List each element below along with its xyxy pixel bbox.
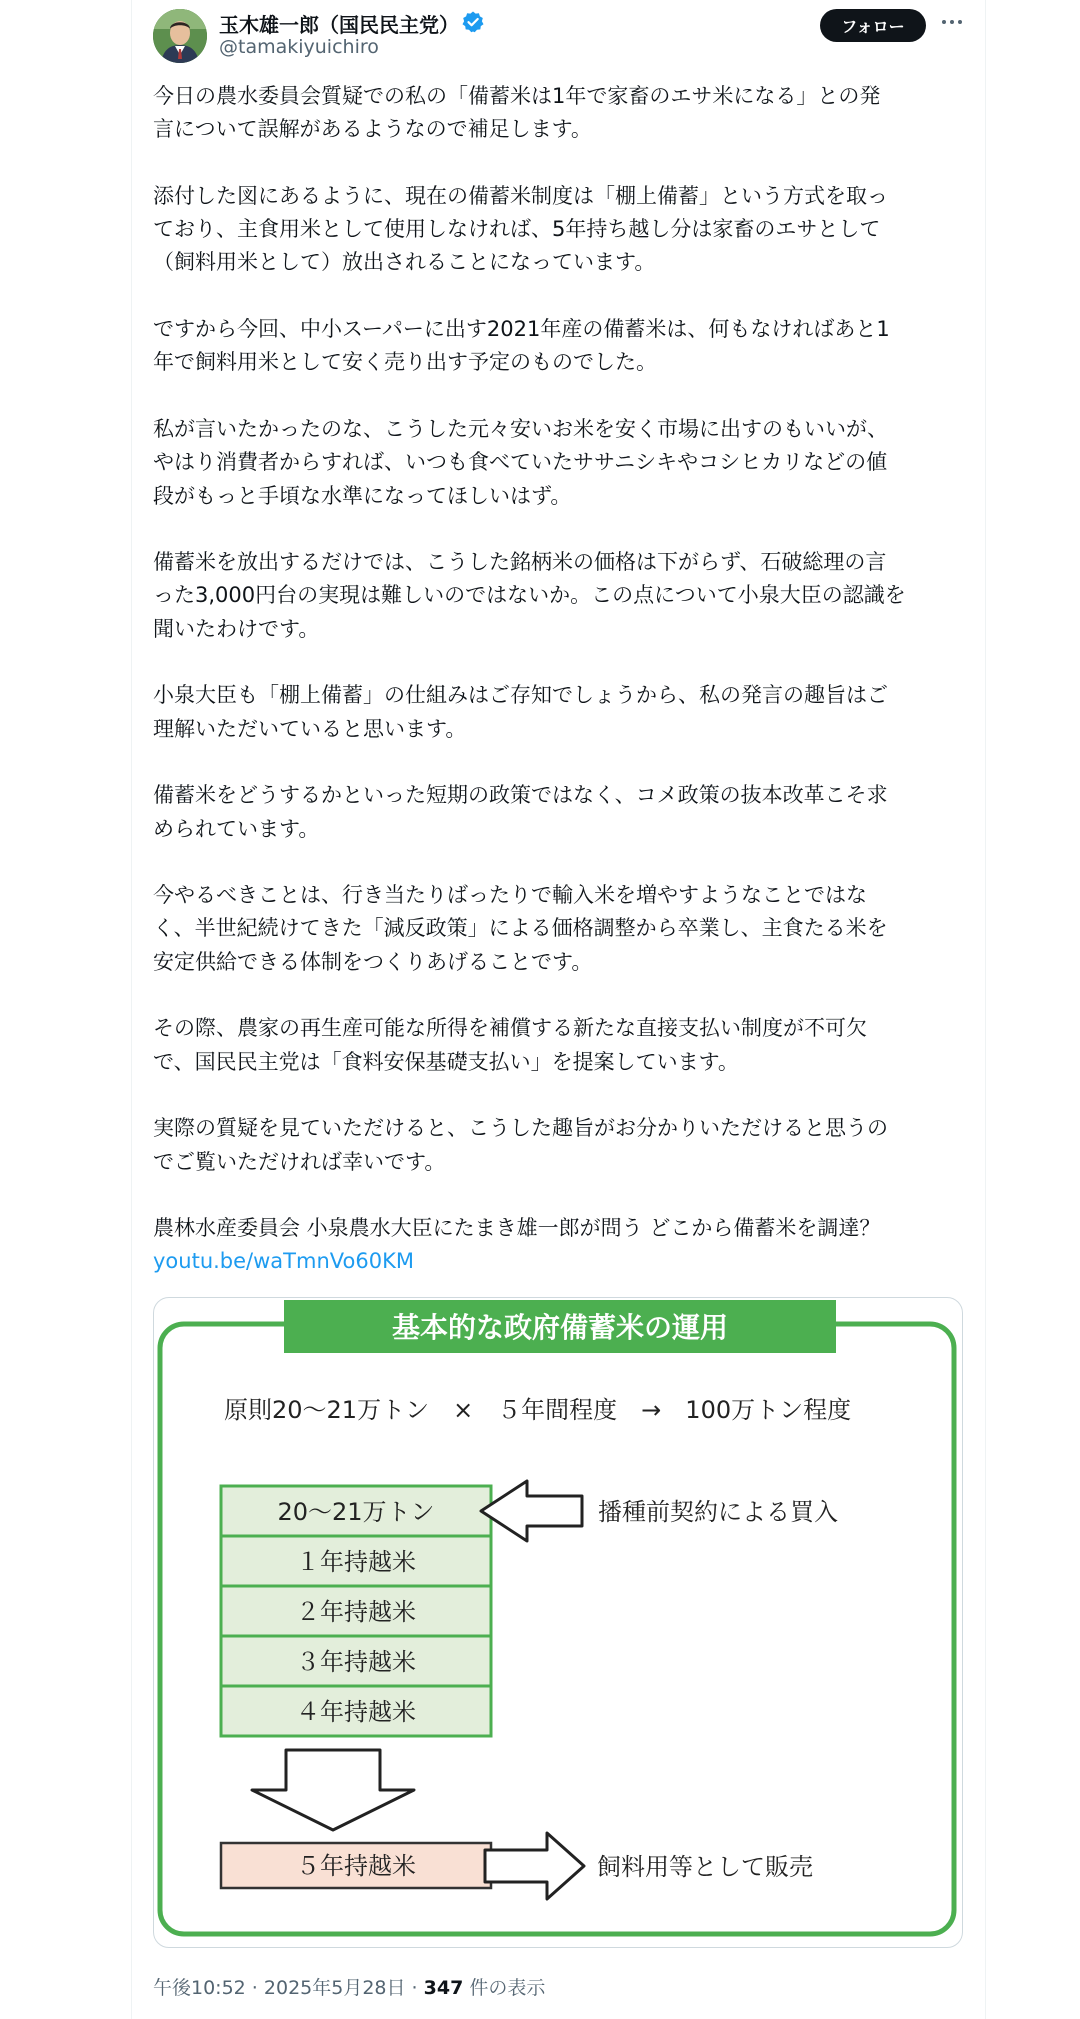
verified-badge-icon — [461, 10, 485, 34]
author-handle[interactable]: @tamakiyuichiro — [219, 36, 379, 58]
tweet-video-reference — [153, 1212, 969, 1279]
attached-image[interactable] — [153, 1297, 963, 1948]
views-label: 件の表示 — [463, 1977, 546, 1999]
sale-label: 飼料用等として販売 — [597, 1853, 813, 1881]
author-display-name[interactable]: 玉木雄一郎（国民民主党） — [219, 13, 459, 37]
avatar[interactable] — [153, 9, 207, 63]
purchase-label: 播種前契約による買入 — [598, 1498, 838, 1526]
tweet-paragraph: 備蓄米をどうするかといった短期の政策ではなく、コメ政策の抜本改革こそ求 められています。 — [153, 783, 888, 841]
diagram-principle: 原則20～21万トン × ５年間程度 → 100万トン程度 — [224, 1396, 852, 1424]
tweet-text — [153, 80, 969, 1279]
post-time: 午後10:52 — [153, 1977, 246, 1999]
stack-label: ４年持越米 — [296, 1698, 416, 1726]
youtube-link[interactable]: youtu.be/waTmnVo60KM — [153, 1249, 414, 1274]
tweet-paragraph: 私が言いたかったのな、こうした元々安いお米を安く市場に出すのもいいが、 やはり消費者からすれば、いつも食べていたササニシキやコシヒカリなどの値 段がもっと手頃な水準になってほしいはず。 — [153, 416, 888, 508]
stock-stack — [221, 1486, 491, 1736]
tweet-paragraph: 添付した図にあるように、現在の備蓄米制度は「棚上備蓄」という方式を取っ ており、主食用米として使用しなければ、5年持ち越し分は家畜のエサとして （飼料用米として）放出されることになっています。 — [153, 183, 888, 275]
stack-label: ３年持越米 — [296, 1648, 416, 1676]
tweet-paragraph: 備蓄米を放出するだけでは、こうした銘柄米の価格は下がらず、石破総理の言 った3,000円台の実現は難しいのではないか。この点について小泉大臣の認識を 聞いたわけです。 — [153, 550, 906, 641]
tweet-paragraph: 今やるべきことは、行き当たりばったりで輸入米を増やすようなことではな く、半世紀続けてきた「減反政策」による価格調整から卒業し、主食たる米を 安定供給できる体制をつくりあげることです。 — [153, 883, 888, 974]
stack-label: 20～21万トン — [277, 1498, 435, 1526]
tweet-paragraph: 小泉大臣も「棚上備蓄」の仕組みはご存知でしょうから、私の発言の趣旨はご 理解いただいていると思います。 — [153, 683, 888, 741]
stack-label: １年持越米 — [296, 1548, 416, 1576]
rice-stock-diagram — [154, 1298, 963, 1948]
tweet-paragraph: 実際の質疑を見ていただけると、こうした趣旨がお分かりいただけると思うの でご覧いただければ幸いです。 — [153, 1116, 888, 1174]
stack-label: ２年持越米 — [296, 1598, 416, 1626]
tweet-timestamp[interactable]: 午後10:52 · 2025年5月28日 · 347 件の表示 — [153, 1977, 546, 1999]
post-date: 2025年5月28日 — [263, 1977, 406, 1999]
avatar-image — [153, 9, 207, 63]
tweet-paragraph: その際、農家の再生産可能な所得を補償する新たな直接支払い制度が不可欠 で、国民民主党は「食料安保基礎支払い」を提案しています。 — [153, 1016, 867, 1074]
more-horizontal-icon[interactable] — [940, 10, 964, 34]
final-stock-label: ５年持越米 — [296, 1852, 416, 1880]
tweet-paragraph: ですから今回、中小スーパーに出す2021年産の備蓄米は、何もなければあと1 年で飼料用米として安く売り出す予定のものでした。 — [153, 317, 890, 375]
views-count: 347 — [423, 1977, 464, 1999]
follow-button[interactable]: フォロー — [820, 9, 926, 42]
diagram-title: 基本的な政府備蓄米の運用 — [391, 1311, 729, 1344]
video-title: 農林水産委員会 小泉農水大臣にたまき雄一郎が問う どこから備蓄米を調達？ — [153, 1216, 881, 1241]
tweet-paragraph: 今日の農水委員会質疑での私の「備蓄米は1年で家畜のエサ米になる」との発 言について誤解があるようなので補足します。 — [153, 84, 881, 142]
